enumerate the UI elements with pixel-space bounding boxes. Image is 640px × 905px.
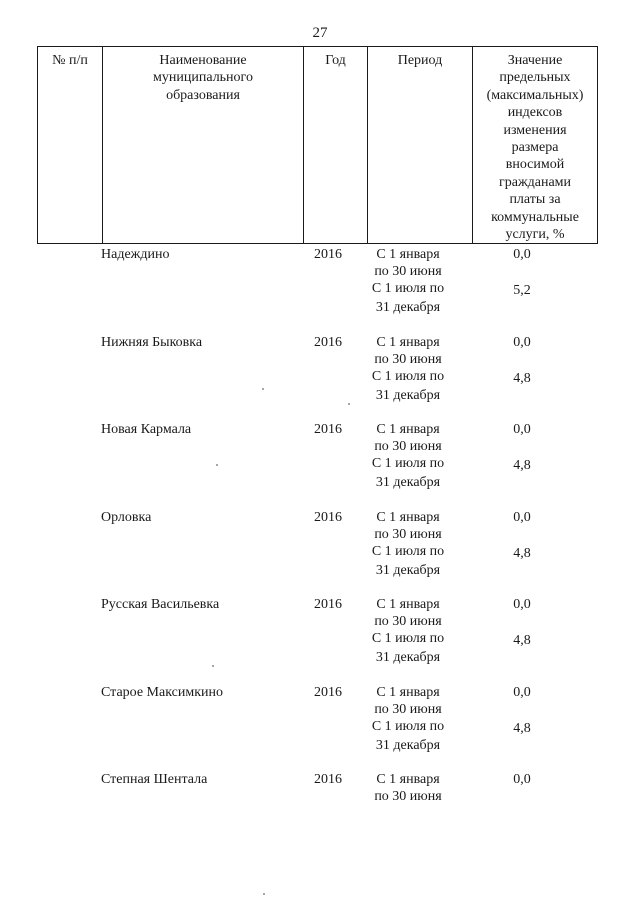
header-name-line: образования — [166, 87, 240, 103]
period-line: 31 декабря — [375, 650, 441, 665]
value-spacer — [492, 526, 552, 545]
period-line: С 1 июля по — [371, 543, 445, 559]
municipality-name: Старое Максимкино — [101, 684, 224, 700]
index-value: 0,0 — [513, 597, 531, 612]
index-value: 4,8 — [513, 720, 531, 736]
period-cell — [363, 771, 453, 805]
value-spacer — [492, 438, 552, 457]
period-line: С 1 января — [376, 509, 440, 525]
year-cell: 2016 — [314, 509, 342, 525]
period-line: С 1 июля по — [371, 718, 445, 734]
year-cell: 2016 — [314, 247, 342, 262]
period-line: по 30 июня — [374, 264, 442, 279]
value-cell — [492, 684, 552, 737]
value-cell — [492, 246, 552, 299]
header-value-line: (максимальных) — [486, 87, 584, 103]
period-line: 31 декабря — [375, 300, 441, 315]
table-header — [37, 46, 598, 244]
year-cell: 2016 — [314, 684, 342, 700]
index-value: 0,0 — [513, 334, 531, 350]
header-value-line: вносимой — [505, 157, 565, 173]
header-value-line: платы за — [509, 192, 561, 208]
index-value: 4,8 — [513, 633, 531, 648]
period-cell — [363, 509, 453, 581]
value-spacer — [492, 263, 552, 282]
table-row — [37, 334, 576, 422]
header-value-line: изменения — [503, 122, 567, 138]
period-cell — [363, 246, 453, 318]
year-cell: 2016 — [314, 334, 342, 350]
period-line: по 30 июня — [374, 614, 442, 629]
value-cell — [492, 334, 552, 387]
index-value: 0,0 — [513, 247, 531, 262]
header-value-line: Значение — [507, 53, 563, 68]
municipality-name: Русская Васильевка — [101, 597, 220, 612]
index-value: 0,0 — [513, 509, 531, 525]
header-value-line: размера — [511, 140, 559, 156]
table-row — [37, 596, 576, 684]
municipality-name: Новая Кармала — [101, 422, 192, 437]
period-cell — [363, 596, 453, 668]
header-value-line: коммунальные — [491, 209, 579, 225]
period-line: С 1 июля по — [371, 281, 445, 296]
value-cell — [492, 421, 552, 474]
period-line: С 1 января — [376, 772, 440, 787]
period-cell — [363, 334, 453, 406]
period-line: С 1 июля по — [371, 631, 445, 646]
value-spacer — [492, 613, 552, 632]
header-value-line: услуги, % — [505, 227, 565, 243]
scan-speck — [262, 388, 264, 390]
municipality-name: Степная Шентала — [101, 772, 208, 787]
index-value: 4,8 — [513, 545, 531, 561]
value-spacer — [492, 351, 552, 370]
period-cell — [363, 684, 453, 756]
period-line: 31 декабря — [375, 562, 441, 578]
scan-speck — [348, 403, 350, 405]
index-value: 0,0 — [513, 684, 531, 700]
header-value-line: предельных — [499, 70, 571, 86]
scan-speck — [212, 665, 214, 667]
header-name-line: муниципального — [153, 70, 253, 86]
table-row — [37, 421, 576, 509]
period-line: 31 декабря — [375, 475, 441, 490]
period-line: 31 декабря — [375, 387, 441, 403]
index-value: 4,8 — [513, 458, 531, 473]
table-body — [37, 246, 576, 859]
municipality-name: Орловка — [101, 509, 152, 525]
header-value-line: гражданами — [498, 174, 572, 190]
year-cell: 2016 — [314, 772, 342, 787]
period-line: 31 декабря — [375, 737, 441, 753]
period-line: по 30 июня — [374, 351, 442, 367]
municipality-name: Надеждино — [101, 247, 170, 262]
period-line: С 1 января — [376, 334, 440, 350]
value-cell — [492, 509, 552, 562]
period-line: С 1 января — [376, 684, 440, 700]
period-line: С 1 января — [376, 597, 440, 612]
header-row — [38, 47, 598, 244]
period-line: по 30 июня — [374, 789, 442, 804]
header-value — [473, 47, 598, 244]
municipality-name: Нижняя Быковка — [101, 334, 203, 350]
index-value: 5,2 — [513, 283, 531, 298]
header-num: № п/п — [38, 47, 103, 244]
year-cell: 2016 — [314, 597, 342, 612]
period-line: С 1 января — [376, 247, 440, 262]
period-line: С 1 июля по — [371, 368, 445, 384]
table-row — [37, 771, 576, 859]
table-row — [37, 684, 576, 772]
period-line: по 30 июня — [374, 439, 442, 454]
value-cell — [492, 596, 552, 649]
index-value: 4,8 — [513, 370, 531, 386]
index-value: 0,0 — [513, 422, 531, 437]
year-cell: 2016 — [314, 422, 342, 437]
scan-speck — [216, 464, 218, 466]
page-number: 27 — [312, 25, 328, 41]
header-value-line: индексов — [507, 105, 563, 121]
value-spacer — [492, 701, 552, 720]
table-row — [37, 509, 576, 597]
period-cell — [363, 421, 453, 493]
table-row — [37, 246, 576, 334]
period-line: по 30 июня — [374, 701, 442, 717]
header-period: Период — [368, 47, 473, 244]
period-line: по 30 июня — [374, 526, 442, 542]
period-line: С 1 июля по — [371, 456, 445, 471]
scan-speck — [263, 893, 265, 895]
header-name-line: Наименование — [159, 53, 247, 68]
header-year: Год — [304, 47, 368, 244]
header-name — [103, 47, 304, 244]
value-cell — [492, 771, 552, 788]
index-value: 0,0 — [513, 772, 531, 787]
period-line: С 1 января — [376, 422, 440, 437]
